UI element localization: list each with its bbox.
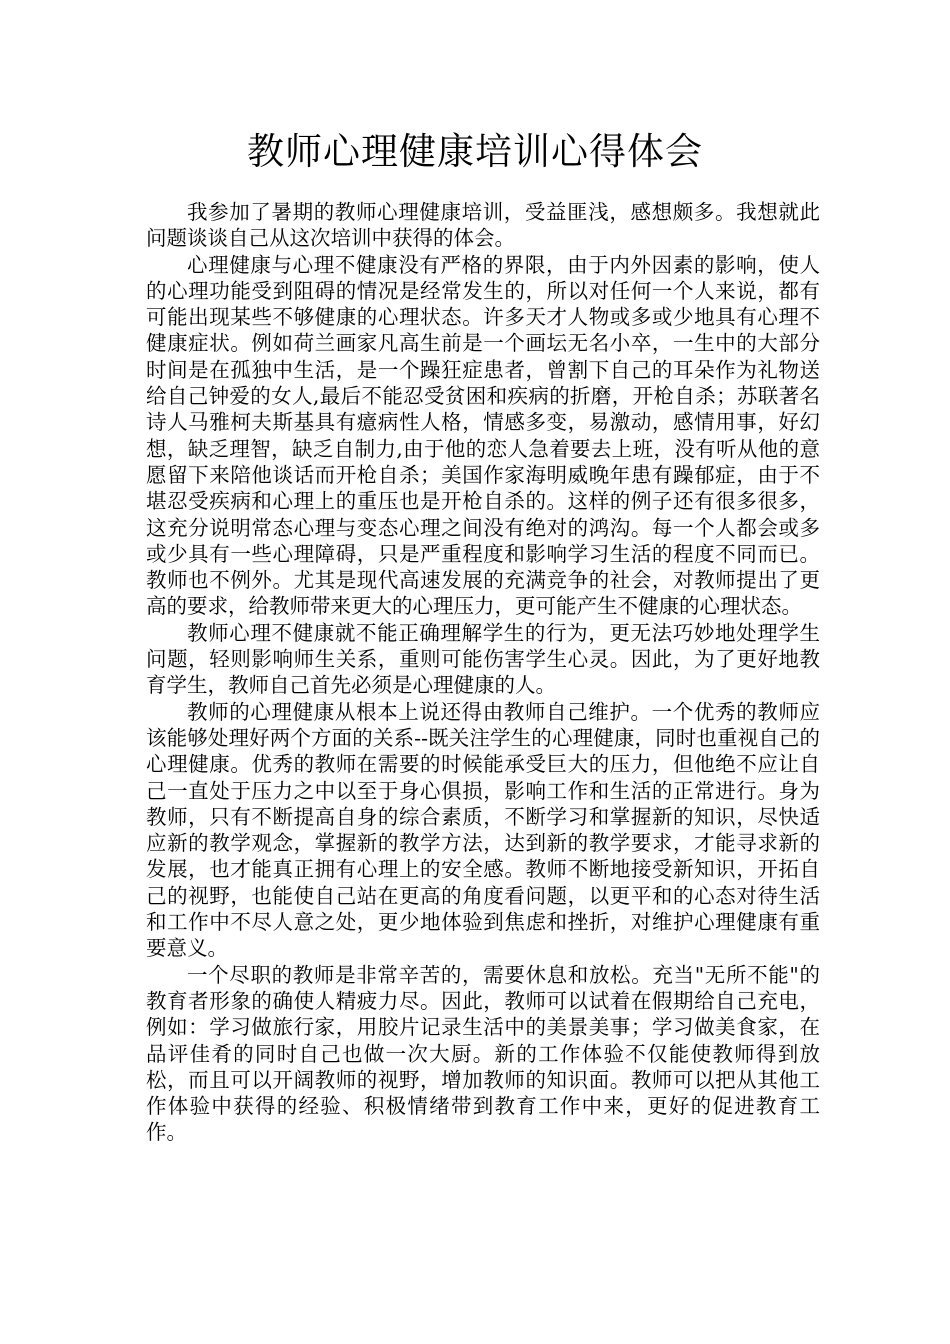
- paragraph-4: 教师的心理健康从根本上说还得由教师自己维护。一个优秀的教师应该能够处理好两个方面的关系--既关注学生的心理健康，同时也重视自己的心理健康。优秀的教师在需要的时候能承受巨大的压力，但他绝不应让自己一直处于压力之中以至于身心俱损，影响工作和生活的正常进行。身为教师，只有不断提高自身的综合素质，不断学习和掌握新的知识，尽快适应新的教学观念，掌握新的教学方法，达到新的教学要求，才能寻求新的发展，也才能真正拥有心理上的安全感。教师不断地接受新知识，开拓自己的视野，也能使自己站在更高的角度看问题，以更平和的心态对待生活和工作中不尽人意之处，更少地体验到焦虑和挫折，对维护心理健康有重要意义。: [146, 699, 820, 961]
- paragraph-2: 心理健康与心理不健康没有严格的界限，由于内外因素的影响，使人的心理功能受到阻碍的情况是经常发生的，所以对任何一个人来说，都有可能出现某些不够健康的心理状态。许多天才人物或多或少地具有心理不健康症状。例如荷兰画家凡高生前是一个画坛无名小卒，一生中的大部分时间是在孤独中生活，是一个躁狂症患者，曾割下自己的耳朵作为礼物送给自己钟爱的女人,最后不能忍受贫困和疾病的折磨，开枪自杀；苏联著名诗人马雅柯夫斯基具有癔病性人格，情感多变，易激动，感情用事，好幻想，缺乏理智，缺乏自制力,由于他的恋人急着要去上班，没有听从他的意愿留下来陪他谈话而开枪自杀；美国作家海明威晚年患有躁郁症，由于不堪忍受疾病和心理上的重压也是开枪自杀的。这样的例子还有很多很多，这充分说明常态心理与变态心理之间没有绝对的鸿沟。每一个人都会或多或少具有一些心理障碍，只是严重程度和影响学习生活的程度不同而已。教师也不例外。尤其是现代高速发展的充满竞争的社会，对教师提出了更高的要求，给教师带来更大的心理压力，更可能产生不健康的心理状态。: [146, 252, 820, 619]
- paragraph-3: 教师心理不健康就不能正确理解学生的行为，更无法巧妙地处理学生问题，轻则影响师生关系，重则可能伤害学生心灵。因此，为了更好地教育学生，教师自己首先必须是心理健康的人。: [146, 620, 820, 698]
- paragraph-1: 我参加了暑期的教师心理健康培训，受益匪浅，感想颇多。我想就此问题谈谈自己从这次培训中获得的体会。: [146, 200, 820, 251]
- paragraph-5: 一个尽职的教师是非常辛苦的，需要休息和放松。充当"无所不能"的教育者形象的确使人精疲力尽。因此，教师可以试着在假期给自己充电，例如：学习做旅行家，用胶片记录生活中的美景美事；学习做美食家，在品评佳肴的同时自己也做一次大厨。新的工作体验不仅能使教师得到放松，而且可以开阔教师的视野，增加教师的知识面。教师可以把从其他工作体验中获得的经验、积极情绪带到教育工作中来，更好的促进教育工作。: [146, 962, 820, 1145]
- document-title: 教师心理健康培训心得体会: [247, 130, 703, 173]
- document-body: [146, 199, 820, 1146]
